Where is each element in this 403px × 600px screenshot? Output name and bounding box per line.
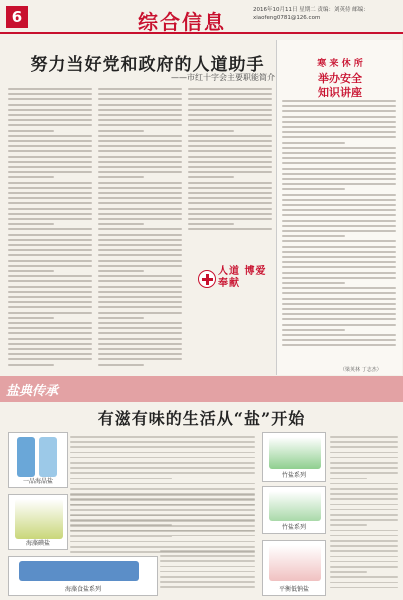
text-line [188,166,272,168]
text-line [70,483,255,485]
text-line [282,308,396,310]
text-line [98,150,182,152]
text-line [188,119,272,121]
text-line [8,93,92,95]
text-line [98,260,182,262]
text-line [330,582,398,584]
text-line [330,483,398,485]
text-line [8,218,92,220]
text-line [330,488,398,490]
text-line [282,209,396,211]
text-line [282,204,396,206]
text-line [188,109,272,111]
banner [0,376,403,402]
author-line: （梁英林 丁志杰） [340,367,382,373]
text-line [282,225,396,227]
text-line [282,298,396,300]
text-line [160,586,255,588]
text-line [188,140,272,142]
text-line [330,550,398,552]
text-line [330,467,398,469]
text-line [8,244,92,246]
text-line [188,104,272,106]
text-line [8,223,54,225]
text-line [8,202,92,204]
text-line [282,287,396,289]
text-line [98,234,182,236]
text-line [8,327,92,329]
text-line [70,499,255,501]
text-line [188,135,272,137]
text-line [98,338,182,340]
text-line [98,114,182,116]
product-caption: 平衡低钠盐 [278,586,309,593]
text-line [98,192,182,194]
text-line [188,88,272,90]
text-line [330,436,398,438]
text-line [160,555,255,557]
text-line [98,93,182,95]
text-line [98,130,144,132]
text-line [188,145,272,147]
text-line [330,524,367,526]
text-line [330,540,398,542]
product-caption: 竹盐系列 [281,524,306,531]
text-line [282,251,396,253]
text-line [282,173,396,175]
text-line [282,131,396,133]
text-line [8,239,92,241]
text-line [8,332,92,334]
ad-title: 有滋有味的生活从“盐”开始 [97,409,306,428]
text-line [70,510,255,512]
text-line [188,176,234,178]
text-line [98,145,182,147]
text-line [330,441,398,443]
text-line [188,228,272,230]
text-line [98,197,182,199]
column-title: 举办安全 知识讲座 [318,72,362,99]
text-line [70,436,255,438]
text-line [8,343,92,345]
page-header [0,0,403,34]
text-line [282,178,396,180]
text-line [98,223,144,225]
text-line [8,182,92,184]
product-image [262,432,326,482]
text-line [70,525,255,527]
text-line [188,197,272,199]
text-line [8,130,54,132]
text-line [330,478,367,480]
product-image [262,540,326,596]
product-caption: 海藻碘盐 [25,540,50,547]
text-line [98,327,182,329]
text-line [98,343,182,345]
text-line [98,275,182,277]
text-line [70,441,255,443]
text-line [282,282,345,284]
text-line [330,504,398,506]
text-line [98,98,182,100]
product-image [8,494,68,550]
text-line [98,140,182,142]
text-line [188,114,272,116]
text-line [282,230,396,232]
text-line [188,156,272,158]
text-line [330,535,398,537]
text-line [98,301,182,303]
text-line [282,329,345,331]
text-line [330,571,367,573]
text-line [330,472,398,474]
product-caption: 一品海晶盐 [22,478,53,485]
text-line [160,566,255,568]
text-line [8,291,92,293]
text-line [8,104,92,106]
text-line [8,353,92,355]
text-line [8,312,92,314]
product-image [262,486,326,534]
text-line [98,109,182,111]
text-line [330,493,398,495]
text-line [98,171,182,173]
text-line [8,161,92,163]
text-line [282,152,396,154]
text-line [8,88,92,90]
text-line [188,130,234,132]
text-line [70,530,255,532]
text-line [98,306,182,308]
text-line [282,272,396,274]
text-line [8,114,92,116]
text-line [160,571,255,573]
text-line [98,286,182,288]
text-line [282,261,396,263]
text-line [98,312,182,314]
text-line [282,339,396,341]
text-line [98,166,182,168]
text-line [188,202,272,204]
banner-logo: 盐典传承 [6,384,59,399]
text-line [70,541,255,543]
text-line [330,462,398,464]
page-number: 6 [6,6,28,28]
text-line [8,270,54,272]
text-line [98,280,182,282]
text-line [70,515,255,517]
text-line [98,213,182,215]
text-line [8,296,92,298]
text-line [98,353,182,355]
text-line [98,156,182,158]
text-line [188,150,272,152]
text-line [8,145,92,147]
text-line [98,239,182,241]
text-line [8,348,92,350]
text-line [282,303,396,305]
text-line [70,457,255,459]
text-line [8,176,54,178]
text-line [8,119,92,121]
text-line [98,317,144,319]
text-line [188,218,272,220]
text-line [8,234,92,236]
text-line [282,235,345,237]
text-line [8,265,92,267]
text-line [8,280,92,282]
stamp-text: 人道 博爱 奉献 [218,266,267,289]
text-line [8,275,92,277]
text-line [70,446,255,448]
text-line [98,124,182,126]
text-line [8,171,92,173]
text-line [70,452,255,454]
text-line [98,208,182,210]
text-line [98,88,182,90]
text-line [330,561,398,563]
text-line [8,98,92,100]
text-line [98,187,182,189]
text-line [98,135,182,137]
text-line [98,254,182,256]
section-title: 综合信息 [138,10,226,34]
text-line [330,566,398,568]
text-line [330,509,398,511]
text-line [188,208,272,210]
text-line [8,150,92,152]
text-line [330,446,398,448]
text-line [330,545,398,547]
text-line [98,228,182,230]
text-line [8,322,92,324]
text-line [8,140,92,142]
article-subtitle: ——市红十字会主要职能简介 [171,73,275,82]
text-line [8,187,92,189]
text-line [8,286,92,288]
text-line [98,202,182,204]
product-image [8,432,68,488]
text-line [8,338,92,340]
text-line [188,124,272,126]
text-line [282,277,396,279]
text-line [8,358,92,360]
text-line [98,161,182,163]
text-line [188,161,272,163]
text-line [188,93,272,95]
text-line [8,364,54,366]
text-line [330,576,398,578]
text-line [330,530,398,532]
column-label: 寒 来 休 所 [317,59,363,69]
text-line [160,576,255,578]
text-line [8,260,92,262]
text-line [98,249,182,251]
text-line [282,157,396,159]
text-line [330,452,398,454]
text-line [98,218,182,220]
text-line [8,166,92,168]
text-line [70,546,255,548]
text-line [282,194,396,196]
text-line [98,291,182,293]
text-line [8,249,92,251]
text-line [98,244,182,246]
text-line [98,270,144,272]
text-line [8,306,92,308]
text-line [330,587,398,589]
article-title: 努力当好党和政府的人道助手 [30,55,265,75]
text-line [70,536,172,538]
text-line [8,124,92,126]
text-line [8,192,92,194]
text-line [330,556,398,558]
text-line [98,119,182,121]
text-line [70,488,255,490]
stamp-logo [198,236,270,300]
text-line [330,514,398,516]
text-line [282,168,396,170]
text-line [282,142,345,144]
product-image [8,556,158,596]
text-line [282,246,396,248]
text-line [8,317,54,319]
text-line [98,182,182,184]
text-line [188,213,272,215]
text-line [282,324,396,326]
text-line [70,520,255,522]
text-line [70,494,255,496]
text-line [188,187,272,189]
text-line [70,472,255,474]
text-line [8,109,92,111]
text-line [70,467,255,469]
text-line [282,121,396,123]
product-caption: 竹盐系列 [281,472,306,479]
text-line [282,126,396,128]
text-line [8,254,92,256]
text-line [188,223,234,225]
text-line [98,322,182,324]
text-line [98,104,182,106]
text-line [98,332,182,334]
text-line [98,364,144,366]
text-line [98,176,144,178]
text-line [282,334,396,336]
text-line [8,197,92,199]
text-line [160,581,255,583]
text-line [282,105,396,107]
text-line [8,228,92,230]
text-line [282,147,396,149]
page-meta: 2016年10月11日 星期二 责编：刘英侍 邮编：xiaofeng0781@126.com [253,7,369,21]
text-line [330,498,398,500]
text-line [8,301,92,303]
text-line [98,265,182,267]
text-line [282,199,396,201]
text-line [70,478,172,480]
text-line [8,156,92,158]
text-line [282,313,396,315]
text-line [8,213,92,215]
text-line [282,116,396,118]
text-line [282,100,396,102]
product-caption: 海藻食盐系列 [64,586,101,593]
text-line [188,98,272,100]
text-line [188,171,272,173]
text-line [282,183,396,185]
text-line [8,208,92,210]
text-line [70,462,255,464]
text-line [160,550,255,552]
text-line [8,135,92,137]
text-line [98,358,182,360]
text-line [330,519,398,521]
text-line [330,457,398,459]
text-line [70,504,255,506]
text-line [282,256,396,258]
text-line [188,192,272,194]
text-line [98,348,182,350]
text-line [282,220,396,222]
text-line [98,296,182,298]
text-line [188,182,272,184]
text-line [160,560,255,562]
